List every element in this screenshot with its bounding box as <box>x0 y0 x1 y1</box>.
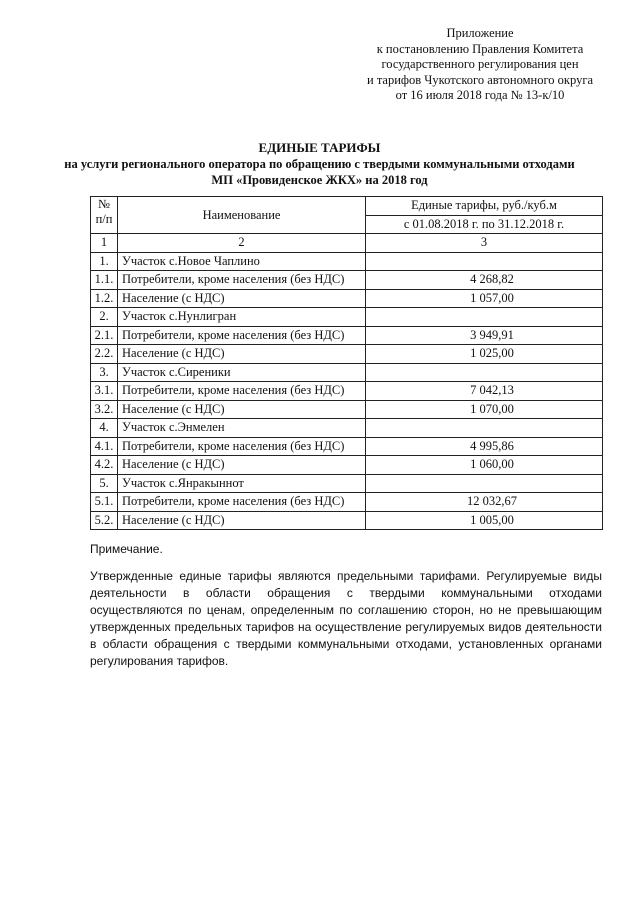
row-name: Население (с НДС) <box>118 289 366 308</box>
section-name: Участок с.Нунлигран <box>118 308 366 327</box>
table-row <box>91 308 603 327</box>
row-number: 3. <box>91 363 118 382</box>
tariff-value: 1 005,00 <box>366 511 603 530</box>
header-num: № п/п <box>91 197 118 234</box>
row-name: Потребители, кроме населения (без НДС) <box>118 493 366 512</box>
tariff-value <box>366 363 603 382</box>
tariff-value: 1 070,00 <box>366 400 603 419</box>
row-number: 4. <box>91 419 118 438</box>
table-row <box>91 493 603 512</box>
column-number-row <box>91 234 603 253</box>
row-number: 1.1. <box>91 271 118 290</box>
tariff-value <box>366 419 603 438</box>
col-number: 1 <box>91 234 118 253</box>
row-number: 2. <box>91 308 118 327</box>
table-row <box>91 437 603 456</box>
note-label: Примечание. <box>90 542 163 556</box>
table-row <box>91 382 603 401</box>
appendix-block <box>330 26 630 104</box>
row-number: 4.2. <box>91 456 118 475</box>
table-row <box>91 252 603 271</box>
row-name: Потребители, кроме населения (без НДС) <box>118 437 366 456</box>
row-number: 1. <box>91 252 118 271</box>
section-name: Участок с.Энмелен <box>118 419 366 438</box>
table-row <box>91 271 603 290</box>
note-text: Утвержденные единые тарифы являются предельными тарифами. Регулируемые виды деятельности в области обращения с твердыми коммунальными отходами осуществляются по ценам, определенным по соглашению сторон, но не превышающим утвержденных предельных тарифов на осуществление регулируемых видов деятельности в области обращения с твердыми коммунальными отходами, установленных органами регулирования тарифов. <box>90 569 602 668</box>
title-organization: МП «Провиденское ЖКХ» на 2018 год <box>211 173 428 187</box>
row-name: Население (с НДС) <box>118 345 366 364</box>
table-header-row <box>91 197 603 216</box>
tariff-value: 12 032,67 <box>366 493 603 512</box>
row-name: Население (с НДС) <box>118 400 366 419</box>
table-row <box>91 419 603 438</box>
row-number: 5. <box>91 474 118 493</box>
section-name: Участок с.Новое Чаплино <box>118 252 366 271</box>
row-number: 2.1. <box>91 326 118 345</box>
tariff-value <box>366 308 603 327</box>
appendix-line: Приложение <box>446 26 514 40</box>
appendix-line: и тарифов Чукотского автономного округа <box>367 72 593 87</box>
tariff-value: 4 995,86 <box>366 437 603 456</box>
tariff-value: 1 025,00 <box>366 345 603 364</box>
col-number: 2 <box>118 234 366 253</box>
header-tariff: Единые тарифы, руб./куб.м <box>366 197 603 216</box>
row-name: Население (с НДС) <box>118 456 366 475</box>
tariff-value: 3 949,91 <box>366 326 603 345</box>
header-period: с 01.08.2018 г. по 31.12.2018 г. <box>366 215 603 234</box>
table-row <box>91 289 603 308</box>
table-row <box>91 345 603 364</box>
table-row <box>91 474 603 493</box>
tariff-table <box>90 196 603 530</box>
row-number: 1.2. <box>91 289 118 308</box>
section-name: Участок с.Сиреники <box>118 363 366 382</box>
title-main: ЕДИНЫЕ ТАРИФЫ <box>258 140 381 155</box>
title-subtitle: на услуги регионального оператора по обращению с твердыми коммунальными отходами <box>64 157 575 171</box>
tariff-value <box>366 474 603 493</box>
tariff-value <box>366 252 603 271</box>
row-name: Потребители, кроме населения (без НДС) <box>118 326 366 345</box>
tariff-value: 1 057,00 <box>366 289 603 308</box>
appendix-line: к постановлению Правления Комитета <box>376 41 584 56</box>
section-name: Участок с.Янракыннот <box>118 474 366 493</box>
row-number: 3.2. <box>91 400 118 419</box>
document-title <box>0 140 639 188</box>
table-row <box>91 400 603 419</box>
table-row <box>91 456 603 475</box>
row-name: Население (с НДС) <box>118 511 366 530</box>
table-row <box>91 326 603 345</box>
appendix-line: государственного регулирования цен <box>381 57 579 71</box>
row-name: Потребители, кроме населения (без НДС) <box>118 382 366 401</box>
appendix-line: от 16 июля 2018 года № 13-к/10 <box>395 88 565 102</box>
header-name: Наименование <box>118 197 366 234</box>
col-number: 3 <box>366 234 603 253</box>
row-number: 3.1. <box>91 382 118 401</box>
table-row <box>91 511 603 530</box>
row-number: 5.1. <box>91 493 118 512</box>
table-body <box>91 252 603 530</box>
row-number: 5.2. <box>91 511 118 530</box>
row-number: 4.1. <box>91 437 118 456</box>
row-number: 2.2. <box>91 345 118 364</box>
tariff-value: 4 268,82 <box>366 271 603 290</box>
table-row <box>91 363 603 382</box>
tariff-value: 7 042,13 <box>366 382 603 401</box>
tariff-value: 1 060,00 <box>366 456 603 475</box>
row-name: Потребители, кроме населения (без НДС) <box>118 271 366 290</box>
